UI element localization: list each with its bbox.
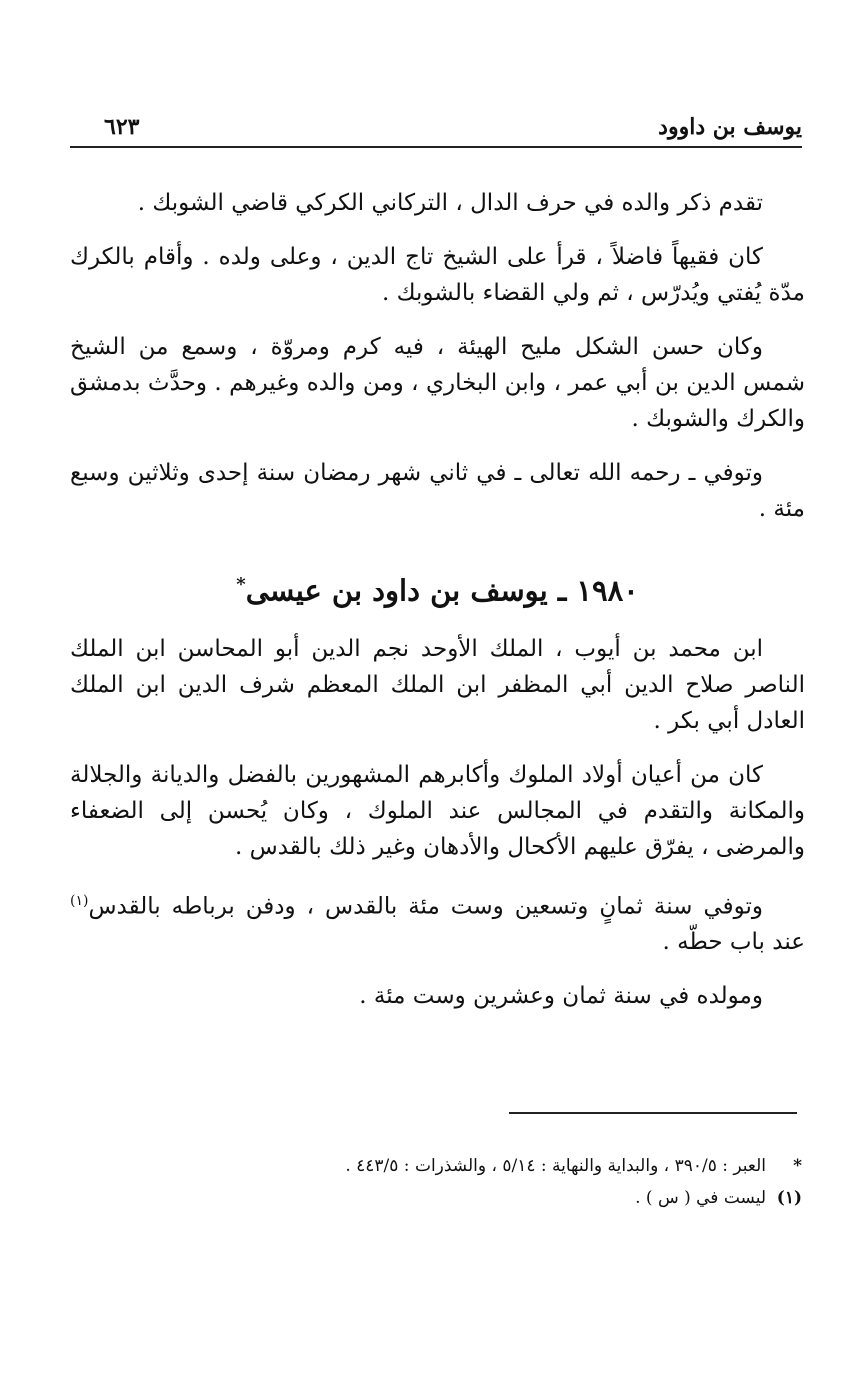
paragraph: كان فقيهاً فاضلاً ، قرأ على الشيخ تاج الدين ، وعلى ولده . وأقام بالكرك مدّة يُفتي ويُدرّس ، ثم ولي القضاء بالشوبك . [70,244,805,306]
paragraph: تقدم ذكر والده في حرف الدال ، التركاني الكركي قاضي الشوبك . [137,190,763,216]
entry-heading [70,567,805,609]
footnote-item [70,1182,802,1214]
footnote-text: العبر : ٣٩٠/٥ ، والبداية والنهاية : ٥/١٤ ، والشذرات : ٤٤٣/٥ . [345,1156,766,1176]
page-header [70,110,802,148]
footnote-mark: (١) [776,1188,802,1208]
death-text: وتوفي سنة ثمانٍ وتسعين وست مئة بالقدس ، ودفن برباطه بالقدس [88,893,763,920]
footnote-item [70,1150,802,1182]
footnote-divider [509,1112,797,1114]
paragraph: كان من أعيان أولاد الملوك وأكابرهم المشهورين بالفضل والديانة والجلالة والمكانة والتقدم في المجالس عند الملوك ، وكان يُحسن إلى الضعفاء والمرضى ، يفرّق عليهم الأكحال والأدهان وغير ذلك بالقدس . [70,761,805,860]
birth-paragraph: ومولده في سنة ثمان وعشرين وست مئة . [359,983,763,1010]
death-paragraph [70,883,805,961]
footnotes [70,1150,802,1214]
entry-heading-text: ١٩٨٠ ـ يوسف بن داود بن عيسى [245,573,639,608]
footnote-reference: (١) [70,892,89,909]
heading-footnote-mark: * [236,574,246,595]
main-text [70,185,805,1032]
footnote-text: ليست في ( س ) . [635,1188,766,1208]
paragraph: وكان حسن الشكل مليح الهيئة ، فيه كرم ومروّة ، وسمع من الشيخ شمس الدين بن أبي عمر ، وابن البخاري ، ومن والده وغيرهم . وحدَّث بدمشق والكرك والشوبك . [70,334,805,432]
footnote-mark: * [793,1156,802,1176]
running-title: يوسف بن داوود [658,114,802,140]
death-text-end: عند باب حطّه . [662,929,805,956]
paragraph: وتوفي ـ رحمه الله تعالى ـ في ثاني شهر رمضان سنة إحدى وثلاثين وسبع مئة . [70,460,805,522]
page-number: ٦٢٣ [104,114,140,140]
paragraph: ابن محمد بن أيوب ، الملك الأوحد نجم الدين أبو المحاسن ابن الملك الناصر صلاح الدين أبي المظفر ابن الملك المعظم شرف الدين ابن الملك العادل أبي بكر . [70,635,805,734]
